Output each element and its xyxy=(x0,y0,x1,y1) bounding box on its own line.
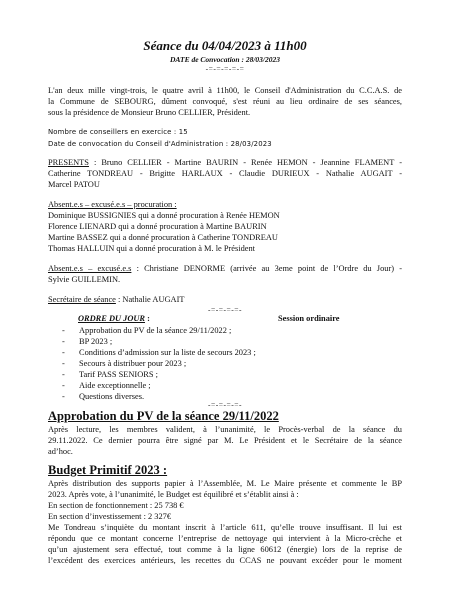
list-item: - Conditions d’admission sur la liste de secours 2023 ; xyxy=(62,348,256,357)
procurations-label: Absent.e.s – excusé.e.s – procuration : xyxy=(48,200,177,209)
bp-line: Après distribution des supports papier à l’Assemblée, M. Le Maire présente et commente le BP xyxy=(48,479,402,488)
header-separator: -=-=-=-=-= xyxy=(205,64,245,73)
bp-line: Me Tondreau s’inquiète du montant inscrit à l’article 611, qu’elle trouve insuffisant. Il lui est xyxy=(48,523,402,532)
absents-label: Absent.e.s – excusé.e.s xyxy=(48,264,132,273)
intro-line: sous la présidence de Monsieur Bruno CELLIER, Président. xyxy=(48,108,251,117)
pv-line: Après lecture, les membres valident, à l’unanimité, le Procès-verbal de la séance du xyxy=(48,425,402,434)
secretaire-label: Secrétaire de séance xyxy=(48,295,116,304)
ordre-label: ORDRE DU JOUR xyxy=(78,314,146,323)
bp-line: répondu que ce montant concerne l’entreprise de nettoyage qui intervient à la Micro-crèche et xyxy=(48,534,402,543)
convocation-date: DATE de Convocation : 28/03/2023 xyxy=(169,55,280,64)
list-item: - Questions diverses. xyxy=(62,392,145,401)
list-item: - BP 2023 ; xyxy=(62,337,113,346)
procuration-item: Florence LIENARD qui a donné procuration à Martine BAURIN xyxy=(48,222,267,231)
list-item: - Tarif PASS SENIORS ; xyxy=(62,370,158,379)
intro-line: la Commune de SEBOURG, dûment convoqué, s'est réuni au lieu ordinaire de ses séances, xyxy=(48,97,402,106)
ordre-separator: -=-=-=-=- xyxy=(208,305,242,314)
pv-paragraph xyxy=(48,424,402,457)
list-item: - Approbation du PV de la séance 29/11/2022 ; xyxy=(62,326,232,335)
absents-line: Sylvie GUILLEMIN. xyxy=(48,275,121,284)
absents-line: Absent.e.s – excusé.e.s : Christiane DENORME (arrivée au 3eme point de l’Ordre du Jour) - xyxy=(48,264,402,273)
pv-line: 29.11.2022. Ce dernier pourra être signé par M. Le Président et le Secrétaire de la séance xyxy=(48,436,402,445)
bp-line: En section d’investissement : 2 327€ xyxy=(48,512,172,521)
bp-line: 2023. Après vote, à l’unanimité, le Budget est équilibré et s’établit ainsi à : xyxy=(48,490,299,499)
presents-line: PRESENTS : Bruno CELLIER - Martine BAURIN - Renée HEMON - Jeannine FLAMENT - xyxy=(48,158,402,167)
bp-line: qu’un ajustement sera effectué, tout comme à la ligne 60612 (énergie) lors de la reprise de xyxy=(48,545,402,554)
secretaire-line xyxy=(48,295,185,304)
procuration-item: Martine BASSEZ qui a donné procuration à Catherine TONDREAU xyxy=(48,233,278,242)
procuration-item: Thomas HALLUIN qui a donné procuration à M. le Président xyxy=(48,244,255,253)
list-item: - Aide exceptionnelle ; xyxy=(62,381,151,390)
intro-line: L'an deux mille vingt-trois, le quatre avril à 11h00, le Conseil d'Administration du C.C.A.S. de xyxy=(48,86,402,95)
section-title-bp: Budget Primitif 2023 : xyxy=(48,463,168,477)
presents-line: Marcel PATOU xyxy=(48,180,100,189)
ordre-du-jour-heading: ORDRE DU JOUR : xyxy=(78,314,150,323)
bp-paragraph xyxy=(48,478,402,566)
page-title: Séance du 04/04/2023 à 11h00 xyxy=(143,38,307,53)
presents-label: PRESENTS xyxy=(48,158,89,167)
ordre-list xyxy=(62,325,256,402)
procuration-item: Dominique BUSSIGNIES qui a donné procuration à Renée HEMON xyxy=(48,211,280,220)
intro-paragraph xyxy=(48,85,402,118)
ordre-end-separator: -=-=-=-=- xyxy=(208,400,242,409)
bp-line: En section de fonctionnement : 25 738 € xyxy=(48,501,184,510)
presents-paragraph xyxy=(48,157,402,190)
procurations-block xyxy=(48,199,402,254)
secretaire-value: : Nathalie AUGAIT xyxy=(115,295,185,304)
absents-paragraph xyxy=(48,263,402,285)
bp-line: l’excédent des exercices antérieurs, les recettes du CCAS ne pouvant excéder pour le moment xyxy=(48,556,402,565)
presents-line: Catherine TONDREAU - Brigitte HARLAUX - Claudie DURIEUX - Nathalie AUGAIT - xyxy=(48,169,402,178)
section-title-pv: Approbation du PV de la séance 29/11/2022 xyxy=(48,409,279,423)
conseillers-count: Nombre de conseillers en exercice : 15 xyxy=(48,128,188,136)
pv-line: ad’hoc. xyxy=(48,447,73,456)
convocation-date-line: Date de convocation du Conseil d'Administration : 28/03/2023 xyxy=(48,140,272,148)
session-label: Session ordinaire xyxy=(278,314,340,323)
list-item: - Secours à distribuer pour 2023 ; xyxy=(62,359,187,368)
